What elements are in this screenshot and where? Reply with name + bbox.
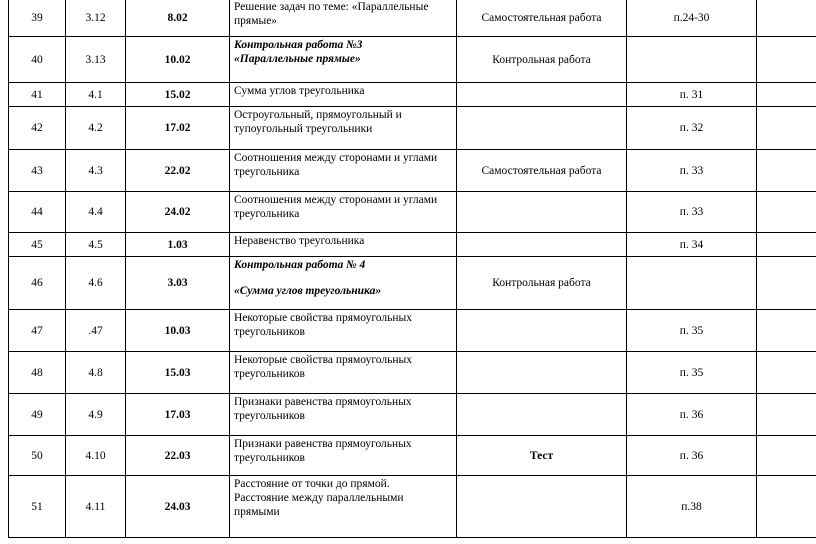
table-row xyxy=(9,192,816,233)
control-form xyxy=(457,476,627,538)
lesson-topic: Некоторые свойства прямоугольных треугольников xyxy=(230,310,457,352)
test-subject: «Параллельные прямые» xyxy=(234,53,361,65)
paragraph-ref xyxy=(627,257,757,310)
lesson-topic xyxy=(230,257,457,310)
lesson-date: 1.03 xyxy=(126,233,230,257)
lesson-subnumber: 4.1 xyxy=(66,83,126,107)
empty-cell xyxy=(757,37,816,83)
lesson-topic: Соотношения между сторонами и углами треугольника xyxy=(230,192,457,233)
control-form: Самостоятельная работа xyxy=(457,150,627,192)
lesson-date: 24.03 xyxy=(126,476,230,538)
lesson-subnumber: 3.13 xyxy=(66,37,126,83)
empty-cell xyxy=(757,436,816,476)
lesson-plan-table xyxy=(8,0,816,538)
empty-cell xyxy=(757,150,816,192)
lesson-number: 41 xyxy=(9,83,66,107)
control-form xyxy=(457,352,627,394)
lesson-number: 43 xyxy=(9,150,66,192)
empty-cell xyxy=(757,476,816,538)
paragraph-ref: п. 32 xyxy=(627,107,757,150)
lesson-date: 22.02 xyxy=(126,150,230,192)
lesson-subnumber: 4.5 xyxy=(66,233,126,257)
control-form: Самостоятельная работа xyxy=(457,0,627,37)
lesson-subnumber: 4.6 xyxy=(66,257,126,310)
lesson-subnumber: .47 xyxy=(66,310,126,352)
lesson-topic: Признаки равенства прямоугольных треугольников xyxy=(230,436,457,476)
empty-cell xyxy=(757,83,816,107)
lesson-topic: Некоторые свойства прямоугольных треугольников xyxy=(230,352,457,394)
lesson-topic: Решение задач по теме: «Параллельные прямые» xyxy=(230,0,457,37)
empty-cell xyxy=(757,192,816,233)
table-row xyxy=(9,394,816,436)
lesson-date: 8.02 xyxy=(126,0,230,37)
lesson-date: 3.03 xyxy=(126,257,230,310)
paragraph-ref: п. 35 xyxy=(627,352,757,394)
lesson-date: 10.02 xyxy=(126,37,230,83)
empty-cell xyxy=(757,107,816,150)
empty-cell xyxy=(757,394,816,436)
test-title: Контрольная работа №3 xyxy=(234,39,363,51)
control-form xyxy=(457,233,627,257)
lesson-subnumber: 3.12 xyxy=(66,0,126,37)
lesson-number: 47 xyxy=(9,310,66,352)
lesson-topic: Признаки равенства прямоугольных треугольников xyxy=(230,394,457,436)
empty-cell xyxy=(757,352,816,394)
topic-line: Расстояние между параллельными прямыми xyxy=(234,492,404,518)
control-form xyxy=(457,310,627,352)
control-form: Контрольная работа xyxy=(457,37,627,83)
lesson-subnumber: 4.2 xyxy=(66,107,126,150)
lesson-subnumber: 4.11 xyxy=(66,476,126,538)
lesson-number: 51 xyxy=(9,476,66,538)
empty-cell xyxy=(757,233,816,257)
lesson-number: 39 xyxy=(9,0,66,37)
lesson-subnumber: 4.9 xyxy=(66,394,126,436)
lesson-subnumber: 4.8 xyxy=(66,352,126,394)
lesson-topic: Неравенство треугольника xyxy=(230,233,457,257)
empty-cell xyxy=(757,0,816,37)
lesson-topic xyxy=(230,476,457,538)
lesson-number: 44 xyxy=(9,192,66,233)
lesson-subnumber: 4.4 xyxy=(66,192,126,233)
lesson-topic: Сумма углов треугольника xyxy=(230,83,457,107)
lesson-date: 10.03 xyxy=(126,310,230,352)
lesson-subnumber: 4.3 xyxy=(66,150,126,192)
paragraph-ref: п.24-30 xyxy=(627,0,757,37)
paragraph-ref: п. 36 xyxy=(627,394,757,436)
table-row xyxy=(9,37,816,83)
control-form xyxy=(457,394,627,436)
paragraph-ref xyxy=(627,37,757,83)
paragraph-ref: п. 35 xyxy=(627,310,757,352)
table-row xyxy=(9,436,816,476)
lesson-date: 15.02 xyxy=(126,83,230,107)
table-row xyxy=(9,476,816,538)
lesson-date: 17.02 xyxy=(126,107,230,150)
spacer xyxy=(234,272,452,284)
lesson-date: 22.03 xyxy=(126,436,230,476)
lesson-topic xyxy=(230,37,457,83)
paragraph-ref: п. 33 xyxy=(627,150,757,192)
paragraph-ref: п. 33 xyxy=(627,192,757,233)
lesson-topic: Соотношения между сторонами и углами треугольника xyxy=(230,150,457,192)
table-row xyxy=(9,233,816,257)
table-row xyxy=(9,310,816,352)
lesson-subnumber: 4.10 xyxy=(66,436,126,476)
lesson-date: 15.03 xyxy=(126,352,230,394)
control-form: Тест xyxy=(457,436,627,476)
paragraph-ref: п. 34 xyxy=(627,233,757,257)
table-row xyxy=(9,107,816,150)
lesson-date: 17.03 xyxy=(126,394,230,436)
lesson-number: 42 xyxy=(9,107,66,150)
lesson-number: 40 xyxy=(9,37,66,83)
control-form xyxy=(457,83,627,107)
test-subject: «Сумма углов треугольника» xyxy=(234,285,382,297)
table-row xyxy=(9,0,816,37)
lesson-number: 45 xyxy=(9,233,66,257)
table-row xyxy=(9,150,816,192)
paragraph-ref: п. 31 xyxy=(627,83,757,107)
table-row xyxy=(9,352,816,394)
test-title: Контрольная работа № 4 xyxy=(234,259,366,271)
control-form: Контрольная работа xyxy=(457,257,627,310)
lesson-date: 24.02 xyxy=(126,192,230,233)
control-form xyxy=(457,107,627,150)
empty-cell xyxy=(757,310,816,352)
table-row xyxy=(9,257,816,310)
paragraph-ref: п. 36 xyxy=(627,436,757,476)
lesson-number: 46 xyxy=(9,257,66,310)
table-row xyxy=(9,83,816,107)
paragraph-ref: п.38 xyxy=(627,476,757,538)
lesson-number: 48 xyxy=(9,352,66,394)
lesson-number: 50 xyxy=(9,436,66,476)
empty-cell xyxy=(757,257,816,310)
control-form xyxy=(457,192,627,233)
lesson-topic: Остроугольный, прямоугольный и тупоугольный треугольники xyxy=(230,107,457,150)
lesson-number: 49 xyxy=(9,394,66,436)
topic-line: Расстояние от точки до прямой. xyxy=(234,478,390,490)
